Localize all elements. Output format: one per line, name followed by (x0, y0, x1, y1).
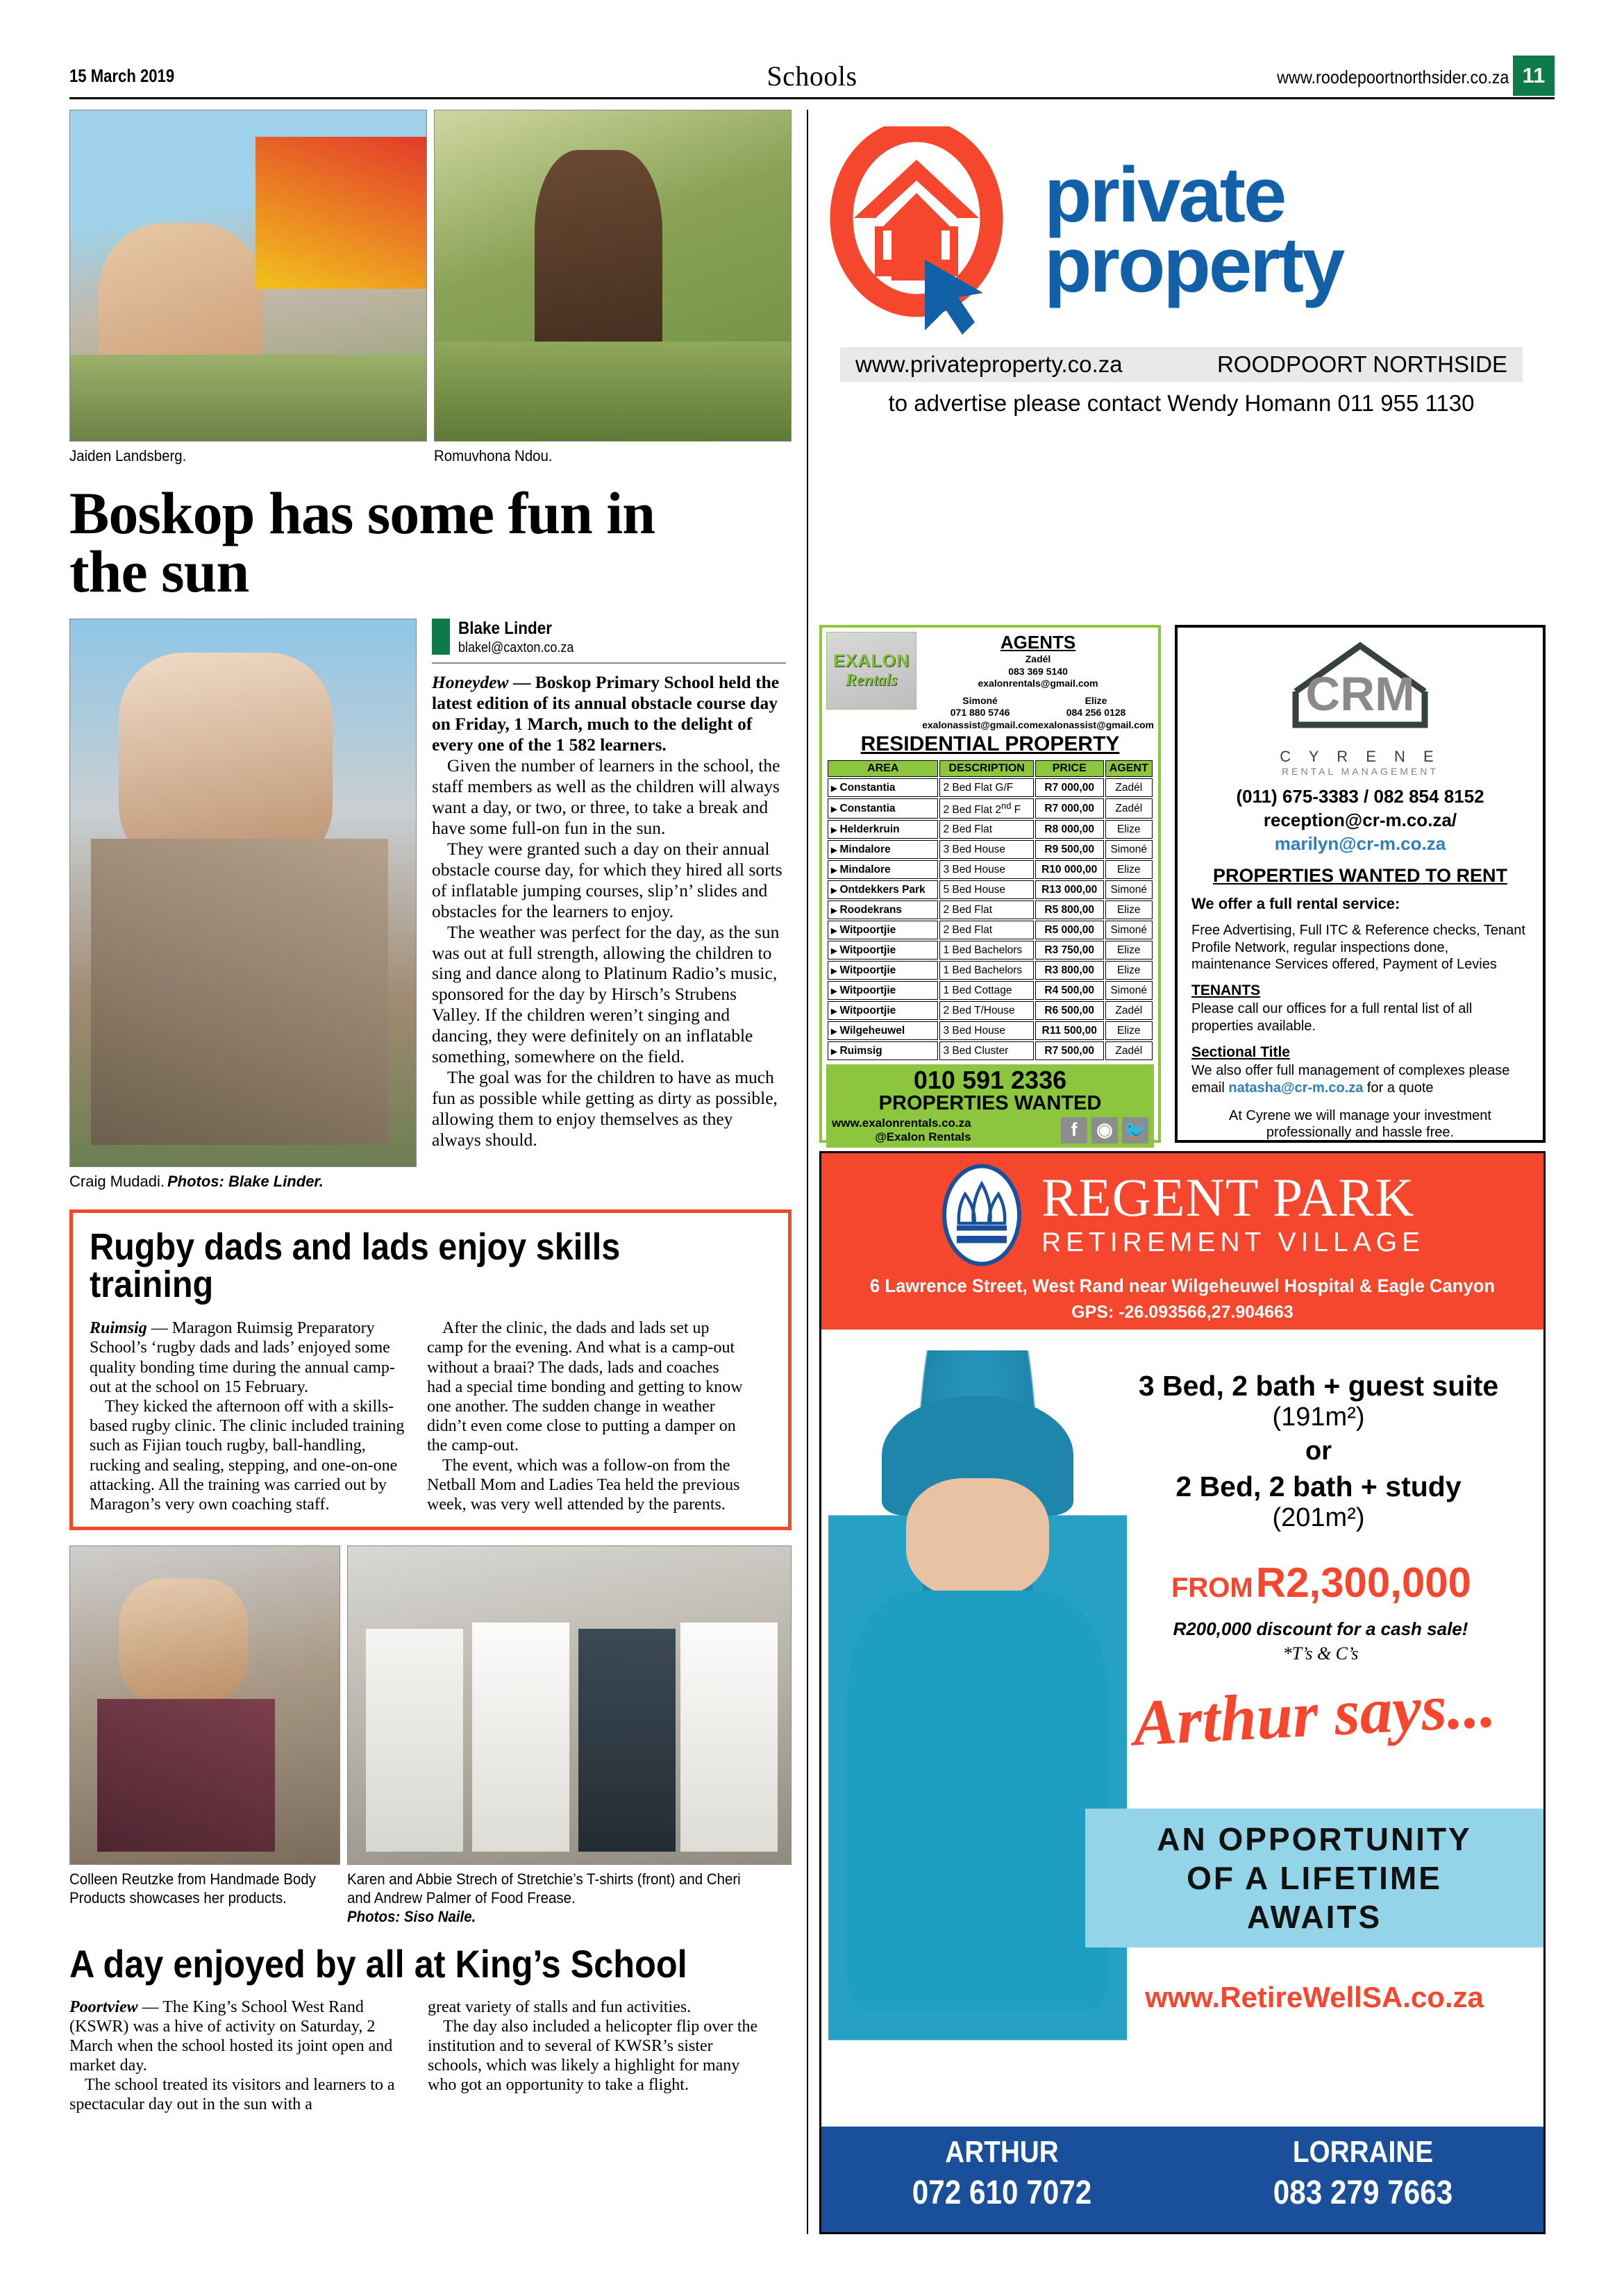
cell-area: ▶ Ontdekkers Park (828, 880, 938, 899)
exalon-agent-right-name: Elize (1085, 694, 1107, 706)
byline-name: Blake Linder (458, 619, 553, 639)
private-property-logo-icon (821, 126, 1029, 335)
exalon-table-title: RESIDENTIAL PROPERTY (860, 732, 1120, 755)
contact-arthur-phone[interactable]: 072 610 7072 (912, 2175, 1092, 2211)
crm-tenants-heading: TENANTS (1191, 982, 1261, 999)
exalon-handle: @Exalon Rentals (875, 1130, 971, 1143)
crm-email-marilyn[interactable]: marilyn@cr-m.co.za (1274, 832, 1446, 854)
article-paragraph: The day also included a helicopter flip over the institution and to several of KWSR’s sister schools, which was likely a highlight for many who got an opportunity to take a flight. (428, 2017, 758, 2095)
cell-agent: Zadél (1105, 798, 1153, 819)
regent-contact-band (821, 2127, 1543, 2232)
regent-spec1-line1: 3 Bed, 2 bath + guest suite (1138, 1370, 1499, 1402)
cell-area: ▶ Witpoortjie (828, 1001, 938, 1020)
table-row (828, 981, 1153, 1000)
crm-sectional-body (1191, 1062, 1529, 1096)
crm-promise: At Cyrene we will manage your investment professionally and hassle free. (1229, 1107, 1491, 1141)
cell-agent: Simoné (1105, 981, 1153, 1000)
crm-phone[interactable]: (011) 675-3383 / 082 854 8152 (1236, 786, 1484, 807)
cell-agent: Simoné (1105, 840, 1153, 859)
contact-arthur-name: ARTHUR (945, 2135, 1059, 2169)
exalon-agent-right-phone: 084 256 0128 (1066, 707, 1126, 718)
exalon-property-table (826, 759, 1154, 1062)
cell-agent: Simoné (1105, 880, 1153, 899)
cell-price: R7 000,00 (1035, 798, 1104, 819)
cell-desc: 3 Bed House (939, 1021, 1033, 1040)
article-paragraph: They were granted such a day on their annual obstacle course day, for which they hired all sorts of inflatable jumping courses, slip’n’ slides and obstacles for the learners to enjoy. (432, 838, 782, 921)
cell-desc: 5 Bed House (939, 880, 1033, 899)
cell-desc: 2 Bed Flat G/F (939, 778, 1033, 797)
cell-desc: 3 Bed House (939, 840, 1033, 859)
crm-brand-name: C Y R E N E (1280, 748, 1441, 765)
photo-romuvhona-ndou (434, 110, 792, 442)
cell-area: ▶ Witpoortjie (828, 941, 938, 960)
twitter-icon[interactable]: 🐦 (1122, 1117, 1148, 1143)
crm-email-natasha[interactable]: natasha@cr-m.co.za (1228, 1080, 1364, 1096)
photo-caption-left: Jaiden Landsberg. (69, 447, 187, 464)
cell-price: R5 000,00 (1035, 921, 1104, 939)
cell-desc: 3 Bed Cluster (939, 1041, 1033, 1060)
exalon-agent-left-email[interactable]: exalonassist@gmail.com (922, 719, 1039, 730)
table-row (828, 941, 1153, 960)
cell-agent: Zadél (1105, 778, 1153, 797)
regent-title: REGENT PARK (1041, 1166, 1415, 1227)
cell-desc: 1 Bed Cottage (939, 981, 1033, 1000)
col-description: DESCRIPTION (939, 760, 1033, 777)
photo-karen-abbie-strech (347, 1545, 792, 1865)
cell-area: ▶ Ruimsig (828, 1041, 938, 1060)
cell-agent: Zadél (1105, 1041, 1153, 1060)
table-row (828, 778, 1153, 797)
photo-caption-right: Romuvhona Ndou. (434, 447, 553, 464)
photo-caption-bottom-left: Colleen Reutzke from Handmade Body Products showcases her products. (69, 1870, 316, 1907)
opportunity-line3: AWAITS (1246, 1899, 1382, 1936)
cell-desc: 2 Bed Flat (939, 820, 1033, 839)
article-paragraph: After the clinic, the dads and lads set up camp for the evening. And what is a camp-out without a braai? The dads, lads and coaches had a special time bonding and getting to know one another. The sudden change in weather didn’t even come close to putting a damper on the camp-out. (427, 1319, 743, 1455)
cell-agent: Simoné (1105, 921, 1153, 939)
pp-website-bar (840, 347, 1523, 382)
cell-agent: Elize (1105, 860, 1153, 879)
article-paragraph: They kicked the afternoon off with a skills-based rugby clinic. The clinic included training such as Fijian touch rugby, ball-handling, rucking and sealing, stepping, and one-on-one attacking. All the training was carried out by Maragon’s very own coaching staff. (90, 1397, 405, 1514)
arthur-says-script: Arthur says... (1131, 1668, 1498, 1760)
crm-logo (1191, 637, 1529, 777)
kings-column-1 (69, 1997, 410, 2115)
exalon-agents-title: AGENTS (1000, 632, 1076, 653)
contact-lorraine-name: LORRAINE (1292, 2135, 1434, 2169)
cell-desc: 2 Bed Flat (939, 900, 1033, 919)
issue-date: 15 March 2019 (69, 65, 175, 86)
regent-spec2-line1: 2 Bed, 2 bath + study (1175, 1470, 1462, 1502)
exalon-properties-wanted: PROPERTIES WANTED (878, 1091, 1102, 1114)
exalon-phone[interactable]: 010 591 2336 (913, 1066, 1067, 1095)
crm-sectional-heading: Sectional Title (1191, 1044, 1290, 1061)
crm-tenants-body: Please call our offices for a full rental list of all properties available. (1191, 1001, 1473, 1034)
table-row (828, 1021, 1153, 1040)
crm-service-body: Free Advertising, Full ITC & Reference checks, Tenant Profile Network, regular inspections done, maintenance Services offered, Payment of Levies (1191, 923, 1525, 972)
facebook-icon[interactable]: f (1061, 1117, 1087, 1143)
rugby-column-2 (427, 1318, 746, 1514)
exalon-agent-main-name: Zadél (1025, 653, 1051, 664)
cell-agent: Zadél (1105, 1001, 1153, 1020)
publication-url: www.roodepoortnorthsider.co.za (1276, 67, 1509, 87)
cell-desc: 2 Bed T/House (939, 1001, 1033, 1020)
photo-craig-mudadi (69, 619, 417, 1167)
article-paragraph: The goal was for the children to have as much fun as possible while getting as dirty as possible, allowing them to enjoy themselves as they always should. (432, 1067, 778, 1150)
crm-house-icon (1277, 637, 1443, 741)
regent-website[interactable]: www.RetireWellSA.co.za (1145, 1981, 1484, 2013)
cell-area: ▶ Constantia (828, 798, 938, 819)
article-paragraph: Poortview — The King’s School West Rand (KSWR) was a hive of activity on Saturday, 2 March when the school hosted its joint open and market day. (69, 1997, 393, 2075)
exalon-logo (826, 632, 916, 710)
opportunity-line1: AN OPPORTUNITY (1157, 1821, 1472, 1857)
photo-credit-bottom-right: Photos: Siso Naile. (347, 1907, 476, 1925)
table-row (828, 840, 1153, 859)
kings-headline: A day enjoyed by all at King’s School (69, 1941, 687, 1986)
cell-area: ▶ Witpoortjie (828, 921, 938, 939)
boskop-article-body (432, 672, 786, 1150)
cell-agent: Elize (1105, 820, 1153, 839)
photo-caption-craig: Craig Mudadi. (69, 1173, 165, 1191)
article-paragraph: Ruimsig — Maragon Ruimsig Preparatory School’s ‘rugby dads and lads’ enjoyed some quality bonding time during the annual camp-out at the school on 15 February. (90, 1319, 395, 1396)
ad-private-property[interactable] (808, 110, 1555, 417)
col-agent: AGENT (1105, 760, 1153, 777)
article-paragraph: The event, which was a follow-on from the Netball Mom and Ladies Tea held the previous week, was very well attended by the parents. (427, 1456, 740, 1514)
cell-price: R4 500,00 (1035, 981, 1104, 1000)
byline-divider (432, 662, 786, 664)
crm-heading: PROPERTIES WANTED TO RENT (1212, 865, 1508, 887)
regent-specs (1103, 1370, 1534, 1533)
cell-area: ▶ Wilgeheuwel (828, 1021, 938, 1040)
advertising-column (807, 110, 1555, 2234)
svg-text:CRM: CRM (1305, 667, 1415, 721)
exalon-agent-left-phone: 071 880 5746 (950, 707, 1010, 718)
page-header (69, 61, 1555, 97)
table-row (828, 860, 1153, 879)
regent-address: 6 Lawrence Street, West Rand near Wilgeheuwel Hospital & Eagle Canyon (869, 1275, 1496, 1296)
table-row (828, 961, 1153, 980)
cell-agent: Elize (1105, 1021, 1153, 1040)
cell-price: R10 000,00 (1035, 860, 1104, 879)
cell-price: R7 500,00 (1035, 1041, 1104, 1060)
regent-spec-or: or (1305, 1436, 1332, 1466)
cell-price: R8 000,00 (1035, 820, 1104, 839)
byline-color-swatch (432, 619, 450, 655)
section-title: Schools (767, 60, 857, 92)
table-row (828, 1041, 1153, 1060)
cell-price: R13 000,00 (1035, 880, 1104, 899)
crm-sectional-post: for a quote (1363, 1080, 1434, 1096)
contact-lorraine[interactable] (1182, 2127, 1543, 2232)
article-paragraph: The school treated its visitors and learners to a spectacular day out in the sun with a (69, 2076, 395, 2114)
regent-terms: *T’s & C’s (1282, 1643, 1359, 1664)
exalon-agent-right-email[interactable]: exalonassist@gmail.com (1038, 719, 1154, 730)
regent-park-crown-icon (940, 1163, 1023, 1267)
cell-area: ▶ Witpoortjie (828, 981, 938, 1000)
cell-price: R9 500,00 (1035, 840, 1104, 859)
exalon-website[interactable]: www.exalonrentals.co.za (832, 1116, 971, 1130)
article-paragraph: The weather was perfect for the day, as the sun was out at full strength, allowing the children to sing and dance along to Platinum Radio’s music, sponsored for the day by Hirsch’s Strubens Valley. If the children weren’t singing and dancing, they were definitely on an inflatable something, somewhere on the field. (432, 921, 780, 1067)
crm-service-heading: We offer a full rental service: (1191, 895, 1400, 913)
cell-area: ▶ Mindalore (828, 860, 938, 879)
col-area: AREA (828, 760, 938, 777)
rugby-column-1 (90, 1318, 409, 1514)
cell-area: ▶ Roodekrans (828, 900, 938, 919)
photo-colleen-reutzke (69, 1545, 340, 1865)
arthur-illustration (828, 1350, 1127, 2100)
table-row (828, 900, 1153, 919)
ad-cyrene-rental-management[interactable] (1175, 625, 1546, 1143)
cell-desc: 2 Bed Flat 2nd F (939, 798, 1033, 819)
photo-caption-bottom-right: Karen and Abbie Strech of Stretchie’s T-shirts (front) and Cheri and Andrew Palmer of Food Frease. (347, 1870, 741, 1907)
byline-email: blakel@caxton.co.za (458, 640, 574, 656)
regent-spec2-line2: (201m²) (1272, 1503, 1365, 1532)
photo-jaiden-landsberg (69, 110, 427, 442)
crm-sectional-pre: We also offer full management of complexes please email (1191, 1063, 1510, 1096)
cell-agent: Elize (1105, 941, 1153, 960)
cell-price: R5 800,00 (1035, 900, 1104, 919)
cell-area: ▶ Witpoortjie (828, 961, 938, 980)
regent-gps: GPS: -26.093566,27.904663 (1071, 1302, 1294, 1322)
editorial-column (69, 110, 792, 2115)
table-header-row (828, 760, 1153, 777)
exalon-logo-line2: Rentals (845, 671, 898, 689)
cell-desc: 3 Bed House (939, 860, 1033, 879)
cell-area: ▶ Helderkruin (828, 820, 938, 839)
cell-price: R3 800,00 (1035, 961, 1104, 980)
cell-area: ▶ Mindalore (828, 840, 938, 859)
contact-arthur[interactable] (821, 2127, 1182, 2232)
instagram-icon[interactable]: ◉ (1091, 1117, 1118, 1143)
crm-brand-tagline: RENTAL MANAGEMENT (1282, 766, 1439, 777)
crm-email-reception[interactable]: reception@cr-m.co.za/ (1263, 809, 1457, 830)
regent-from-label: FROM (1171, 1573, 1253, 1603)
regent-subtitle: RETIREMENT VILLAGE (1041, 1227, 1425, 1258)
cell-agent: Elize (1105, 961, 1153, 980)
cell-price: R6 500,00 (1035, 1001, 1104, 1020)
cell-desc: 1 Bed Bachelors (939, 961, 1033, 980)
kings-column-2 (428, 1997, 768, 2115)
article-paragraph: Honeydew — Boskop Primary School held the latest edition of its annual obstacle course day on Friday, 1 March, much to the delight of every one of the 1 582 learners. (432, 672, 780, 755)
article-paragraph: great variety of stalls and fun activities. (428, 1997, 692, 2016)
main-headline: Boskop has some fun in the sun (69, 479, 655, 605)
table-row (828, 880, 1153, 899)
regent-discount: R200,000 discount for a cash sale! (1173, 1618, 1468, 1639)
exalon-footer (826, 1064, 1154, 1148)
contact-lorraine-phone[interactable]: 083 279 7663 (1273, 2175, 1453, 2211)
rugby-article-box (69, 1209, 792, 1530)
opportunity-line2: OF A LIFETIME (1187, 1860, 1442, 1897)
col-price: PRICE (1035, 760, 1104, 777)
pp-word-private: private (1044, 151, 1285, 239)
cell-desc: 2 Bed Flat (939, 921, 1033, 939)
photo-credit-craig: Photos: Blake Linder. (167, 1173, 324, 1191)
article-paragraph: Given the number of learners in the school, the staff members as well as the children will always want a day, or two, or three, to take a break and have some full-on fun in the sun. (432, 755, 780, 838)
regent-price-block (1113, 1559, 1530, 1607)
regent-opportunity-band (1085, 1809, 1543, 1947)
table-row (828, 820, 1153, 839)
table-row (828, 921, 1153, 939)
table-row (828, 798, 1153, 819)
exalon-agent-main-phone: 083 369 5140 (1008, 665, 1068, 677)
byline (432, 619, 786, 657)
pp-region: ROODPOORT NORTHSIDE (1216, 351, 1507, 377)
cell-price: R7 000,00 (1035, 778, 1104, 797)
cell-price: R3 750,00 (1035, 941, 1104, 960)
exalon-agent-main-email[interactable]: exalonrentals@gmail.com (978, 678, 1098, 689)
cell-agent: Elize (1105, 900, 1153, 919)
ad-regent-park[interactable] (819, 1151, 1546, 2234)
pp-contact-line: to advertise please contact Wendy Homann 011 955 1130 (888, 390, 1475, 416)
regent-spec1-line2: (191m²) (1272, 1402, 1365, 1432)
exalon-agent-left-name: Simoné (962, 694, 998, 706)
pp-word-property: property (1044, 221, 1343, 308)
page-number-badge: 11 (1513, 56, 1555, 96)
cell-area: ▶ Constantia (828, 778, 938, 797)
ad-exalon-rentals[interactable] (819, 625, 1161, 1143)
exalon-logo-line1: EXALON (832, 651, 910, 671)
cell-price: R11 500,00 (1035, 1021, 1104, 1040)
pp-website[interactable]: www.privateproperty.co.za (855, 351, 1123, 377)
regent-price: R2,300,000 (1255, 1559, 1472, 1606)
table-row (828, 1001, 1153, 1020)
header-divider (69, 97, 1555, 99)
rugby-headline: Rugby dads and lads enjoy skills training (90, 1226, 621, 1306)
cell-desc: 1 Bed Bachelors (939, 941, 1033, 960)
